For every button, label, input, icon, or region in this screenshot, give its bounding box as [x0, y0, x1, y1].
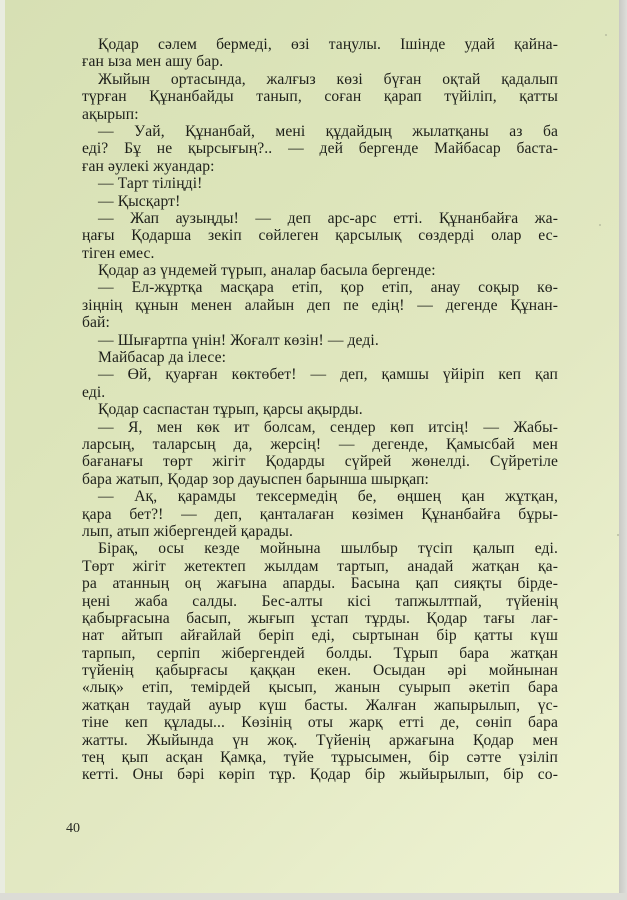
text-line: Қодар сәлем бермеді, өзі таңулы. Ішінде удай қайна- — [98, 36, 558, 53]
text-line: кетті. Оны бәрі көріп тұр. Қодар бір жыйырылып, бір со- — [82, 766, 558, 784]
text-line: ларсың, таларсың да, жерсің! — дегенде, Қамысбай мен — [82, 435, 558, 453]
text-line: тіне кеп құлады... Көзінің оты жарқ етті де, сөніп бара — [82, 714, 558, 732]
text-line: жатқан таудай ауыр күш басты. Жалған жапырылып, үс- — [82, 696, 558, 714]
text-line: Майбасар да ілесе: — [98, 349, 227, 367]
text-line: бара жатып, Қодар зор дауыспен барынша шырқап: — [82, 470, 429, 488]
text-line: қара бет?! — деп, қанталаған көзімен Құнанбайға бұры- — [82, 505, 558, 523]
text-line: ңені жаба салды. Бес-алты кісі тапжылтпай, түйенің — [82, 592, 558, 610]
text-line: тіген емес. — [82, 244, 155, 262]
text-line: ңағы Қодарша зекіп сөйлеген қарсылық сөздерді олар ес- — [82, 227, 558, 245]
text-line: Төрт жігіт жетектеп жылдам тартып, анадай жатқан қа- — [82, 557, 558, 575]
text-line: ған ыза мен ашу бар. — [82, 53, 224, 71]
paper-speck — [605, 34, 607, 36]
text-line: Қодар саспастан тұрып, қарсы ақырды. — [98, 401, 363, 419]
text-line: — Я, мен көк ит болсам, сендер көп итсің! — Жабы- — [98, 418, 558, 436]
text-line: еді? Бұ не қырсығың?.. — дей бергенде Майбасар баста- — [82, 140, 558, 158]
text-line: зіңнің құнын менен алайын деп пе едің! — дегенде Құнан- — [82, 296, 558, 314]
text-line: Жыйын ортасында, жалғыз көзі бүған оқтай қадалып — [98, 70, 558, 88]
text-line: бай: — [82, 314, 110, 332]
text-line: ақырып: — [82, 105, 139, 123]
text-line: тең қып асқан Қамқа, түйе тұрысымен, бір сәтте үзіліп — [82, 749, 558, 767]
text-line: бағанағы төрт жігіт Қодарды сүйрей жөнелді. Сүйретіле — [82, 453, 558, 471]
text-line: жатты. Жыйында үн жоқ. Түйенің аржағына Қодар мен — [82, 731, 558, 749]
text-line: тарпып, серпіп жібергендей болды. Тұрып бара жатқан — [82, 644, 558, 662]
text-line: — Жап аузыңды! — деп арс-арс етті. Құнанбайға жа- — [98, 209, 558, 227]
text-line: ра атанның оң жағына апарды. Басына қап сияқты бірде- — [82, 575, 558, 593]
page-number: 40 — [66, 821, 80, 836]
text-line: Қодар аз үндемей түрып, аналар басыла бергенде: — [98, 262, 436, 280]
text-line: — Шығартпа үнін! Жоғалт көзін! — деді. — [98, 331, 379, 349]
text-line: Бірақ, осы кезде мойнына шылбыр түсіп қалып еді. — [98, 540, 558, 558]
paper-speck — [599, 224, 601, 226]
text-line: — Қысқарт! — [98, 192, 181, 210]
text-line: ған әулекі жуандар: — [82, 157, 215, 175]
text-line: — Ақ, қарамды тексермедің бе, өңшең қан жұтқан, — [98, 488, 558, 506]
text-line: нат айтып айғайлай беріп еді, сыртынан бір қатты күш — [82, 627, 558, 645]
text-line: — Ел-жұртқа масқара етіп, қор етіп, анау соқыр кө- — [98, 279, 558, 297]
page-bottom-edge — [0, 893, 627, 900]
text-line: — Тарт тіліңді! — [98, 175, 203, 193]
text-line: қабырғасына басып, жығып ұстап тұрды. Қодар тағы лағ- — [82, 609, 558, 627]
text-line: түйенің қабырғасы қаққан екен. Осыдан әрі мойнынан — [82, 662, 558, 680]
text-line: түрған Құнанбайды танып, соған қарап түйіліп, қатты — [82, 88, 558, 106]
text-line: «лық» етіп, темірдей қысып, жанын суырып әкетіп бара — [82, 679, 558, 697]
body-text — [82, 36, 558, 784]
text-line: — Уай, Құнанбай, мені құдайдың жылатқаны аз ба — [98, 122, 558, 140]
page-right-edge — [619, 0, 627, 900]
text-line: лып, атып жібергендей қарады. — [82, 522, 293, 540]
text-line: — Өй, қуарған көктөбет! — деп, қамшы үйіріп кеп қап — [98, 366, 558, 384]
text-line: еді. — [82, 383, 106, 401]
